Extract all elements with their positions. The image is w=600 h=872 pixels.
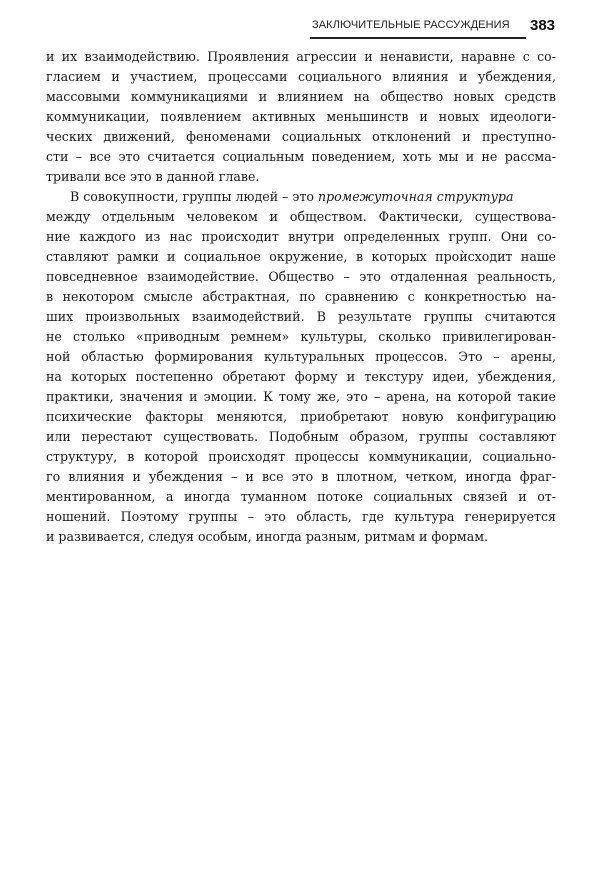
paragraph-1 bbox=[46, 47, 556, 187]
text-line: гласием и участием, процессами социального влияния и убеждения, bbox=[46, 69, 556, 84]
text-line: психические факторы меняются, приобретают новую конфигурацию bbox=[46, 409, 556, 424]
text-line: массовыми коммуникациями и влиянием на общество новых средств bbox=[46, 89, 556, 104]
text-line: между отдельным человеком и обществом. Фактически, существова- bbox=[46, 209, 556, 224]
text-line: в некотором смысле абстрактная, по сравнению с конкретностью на- bbox=[46, 289, 556, 304]
text-line: и их взаимодействию. Проявления агрессии и ненависти, наравне с со- bbox=[46, 49, 556, 64]
text-line: ческих движений, феноменами социальных отклонений и преступно- bbox=[46, 129, 556, 144]
text-line: повседневное взаимодействие. Общество – это отдаленная реальность, bbox=[46, 269, 556, 284]
text-line: го влияния и убеждения – и все это в плотном, четком, иногда фраг- bbox=[46, 469, 556, 484]
text-line: ших произвольных взаимодействий. В результате группы считаются bbox=[46, 309, 556, 324]
text-line: ставляют рамки и социальное окружение, в которых проѝсходит наше bbox=[46, 249, 556, 264]
italic-term: промежуточная структура bbox=[318, 189, 514, 204]
text-line: сти – все это считается социальным поведением, хоть мы и не рассма- bbox=[46, 149, 556, 164]
header-rule bbox=[310, 37, 526, 39]
running-head: ЗАКЛЮЧИТЕЛЬНЫЕ РАССУЖДЕНИЯ bbox=[312, 19, 510, 31]
text-line: структуру, в которой происходят процессы коммуникации, социально- bbox=[46, 449, 556, 464]
page-number: 383 bbox=[530, 17, 556, 34]
text-segment: В совокупности, группы людей – это bbox=[70, 189, 318, 204]
text-line: практики, значения и эмоции. К тому же, это – арена, на которой такие bbox=[46, 389, 556, 404]
text-line: коммуникации, появлением активных меньшинств и новых идеологи- bbox=[46, 109, 556, 124]
text-line: ной областью формирования культуральных процессов. Это – арены, bbox=[46, 349, 556, 364]
text-line: не столько «приводным ремнем» культуры, сколько привилегирован- bbox=[46, 329, 556, 344]
text-line: ние каждого из нас происходит внутри определенных групп. Они со- bbox=[46, 229, 556, 244]
text-line: тривали все это в данной главе. bbox=[46, 169, 260, 184]
text-line: и развивается, следуя особым, иногда разным, ритмам и формам. bbox=[46, 529, 489, 544]
text-line: ментированном, а иногда туманном потоке социальных связей и от- bbox=[46, 489, 556, 504]
text-line: ношений. Поэтому группы – это область, где культура генерируется bbox=[46, 509, 556, 524]
body-text bbox=[46, 47, 556, 547]
text-line: или перестают существовать. Подобным образом, группы составляют bbox=[46, 429, 556, 444]
paragraph-2 bbox=[46, 187, 556, 547]
text-line: на которых постепенно обретают форму и текстуру идеи, убеждения, bbox=[46, 369, 556, 384]
text-line-first bbox=[46, 187, 556, 207]
